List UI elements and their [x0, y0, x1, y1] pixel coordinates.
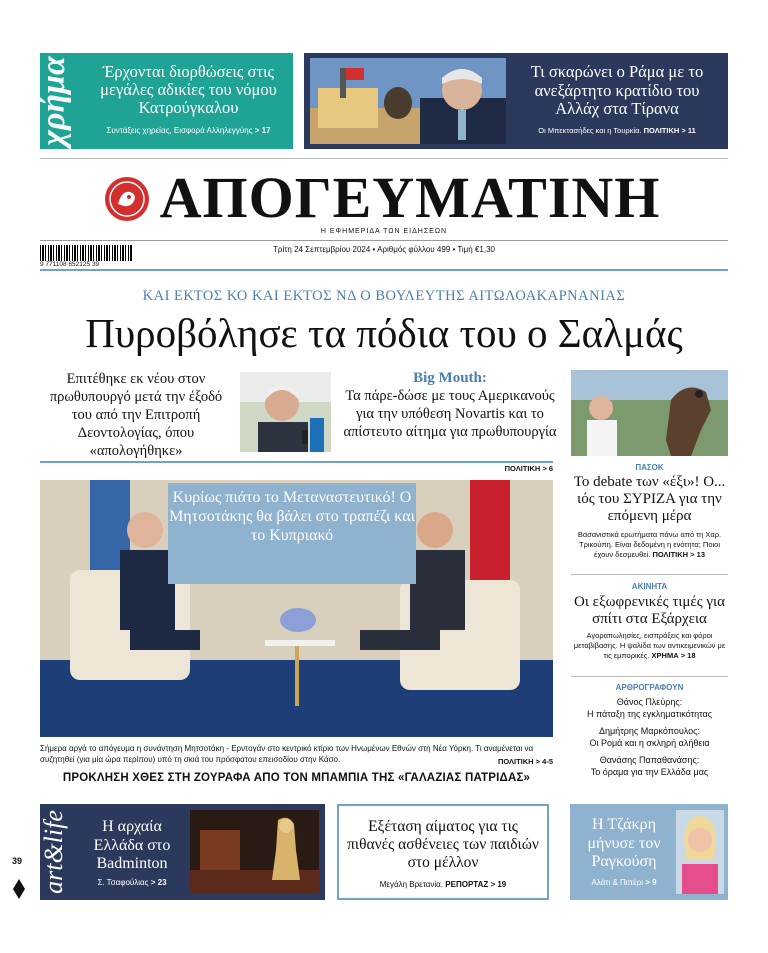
sidebar-label-real-estate: ΑΚΙΝΗΤΑ	[631, 582, 668, 591]
provocation-headline[interactable]: ΠΡΟΚΛΗΣΗ ΧΘΕΣ ΣΤΗ ΖΟΥΡΑΦΑ ΑΠΟ ΤΟΝ ΜΠΑΜΠΙΑ ΤΗΣ «ΓΑΛΑΖΙΑΣ ΠΑΤΡΙΔΑΣ»	[62, 772, 531, 784]
lead-headline[interactable]: Πυροβόλησε τα πόδια του ο Σαλμάς	[85, 310, 683, 356]
promo-art-sub: Σ. Τσαφούλιας > 23	[97, 878, 167, 887]
promo-rama-headline: Τι σκαρώνει ο Ράμα με το ανεξάρτητο κρατίδιο του Αλλάχ στα Τίρανα	[530, 62, 704, 118]
promo-tzakri-headline: Η Τζάκρη μήνυσε τον Ραγκούση	[587, 816, 661, 870]
lead-story-1[interactable]: Επιτέθηκε εκ νέου στον πρωθυπουργό μετά την έξοδό του από την Επιτροπή Δεοντολογίας, όπου «απολογήθηκε»	[49, 371, 223, 459]
column-entry[interactable]: Δημήτρης Μαρκόπουλος: Οι Ρομά και η σκληρή αλήθεια	[589, 726, 710, 748]
photo-pasok-debate	[571, 370, 728, 456]
logo-emblem-icon	[104, 176, 150, 222]
main-story-ref[interactable]: ΠΟΛΙΤΙΚΗ > 4-5	[497, 757, 553, 766]
page-number: 39	[12, 856, 23, 866]
sidebar-columns	[571, 697, 728, 784]
sidebar-sub-real-estate: Αγοραπωλησίες, εισπράξεις και φόροι μεταβίβασης. Η ψαλίδα των αντικειμενικών με τις εμπορικές. ΧΡΗΜΑ > 18	[573, 631, 726, 660]
barcode-number: 9 771108 652125 39	[40, 261, 100, 268]
promo-rama[interactable]	[304, 53, 728, 149]
promo-rama-subline: Οι Μπεκτασήδες και η Τουρκία. ΠΟΛΙΤΙΚΗ > 11	[538, 126, 696, 135]
promo-art-headline: Η αρχαία Ελλάδα στο Badminton	[93, 818, 171, 872]
promo-money-headline: Έρχονται διορθώσεις στις μεγάλες αδικίες του νόμου Κατρούγκαλου	[100, 62, 277, 117]
lead-kicker: ΚΑΙ ΕΚΤΟΣ ΚΟ ΚΑΙ ΕΚΤΟΣ ΝΔ Ο ΒΟΥΛΕΥΤΗΣ ΑΙΤΩΛΟΑΚΑΡΝΑΝΙΑΣ	[142, 288, 626, 304]
sidebar-label-pasok: ΠΑΣΟΚ	[635, 463, 664, 472]
promo-money[interactable]	[35, 53, 293, 149]
promo-art-life[interactable]	[40, 804, 325, 900]
photo-salmas	[240, 372, 331, 452]
photo-rama	[310, 58, 506, 144]
divider	[40, 461, 553, 463]
photo-ancient-greece	[190, 810, 319, 894]
promo-blood-sub: Μεγάλη Βρετανία. ΡΕΠΟΡΤΑΖ > 19	[379, 880, 507, 889]
divider	[40, 240, 728, 241]
promo-tzakri-sub: Αλάτι & Πιπέρι > 9	[591, 878, 657, 887]
main-story-box[interactable]: Κυρίως πιάτο το Μεταναστευτικό! Ο Μητσοτάκης θα βάλει στο τραπέζι και το Κυπριακό	[168, 483, 416, 584]
lead-story-2-kicker: Big Mouth:	[413, 370, 487, 386]
column-entry[interactable]: Θάνος Πλεύρης: Η πάταξη της εγκληματικότητας	[586, 697, 713, 719]
masthead-tagline: Η ΕΦΗΜΕΡΙΔΑ ΤΩΝ ΕΙΔΗΣΕΩΝ	[320, 228, 448, 235]
barcode	[40, 245, 132, 261]
diamond-icon	[13, 879, 25, 899]
photo-tzakri	[676, 810, 724, 894]
section-label-money: χρήμα	[35, 56, 73, 146]
masthead-title: ΑΠΟΓΕΥΜΑΤΙΝΗ	[159, 165, 661, 230]
sidebar-headline-pasok[interactable]: Το debate των «έξι»! Ο... ιός του ΣΥΡΙΖΑ για την επόμενη μέρα	[573, 474, 726, 524]
promo-blood-headline: Εξέταση αίματος για τις πιθανές ασθένειες των παιδιών στο μέλλον	[347, 818, 539, 871]
section-label-art-life: art&life	[39, 810, 68, 894]
sidebar-sub-pasok: Βασανιστικά ερωτήματα πάνω από τη Χαρ. Τρικούπη. Είναι δεδομένη η ενότητα; Ποιοι έχουν δεσμευθεί. ΠΟΛΙΤΙΚΗ > 13	[577, 530, 722, 559]
promo-tzakri[interactable]	[570, 804, 728, 900]
promo-money-subline: Συντάξεις χηρείας, Εισφορά Αλληλεγγύης > 17	[106, 126, 271, 135]
divider	[40, 269, 728, 271]
sidebar-label-columns: ΑΡΘΡΟΓΡΑΦΟΥΝ	[615, 683, 684, 692]
lead-story-2[interactable]: Τα πάρε-δώσε με τους Αμερικανούς για την υπόθεση Novartis και το απίστευτο αίτημα για πρωθυπουργία	[343, 388, 557, 440]
main-story-caption: Σήμερα αργά το απόγευμα η συνάντηση Μητσοτάκη - Ερντογάν στο κεντρικό κτίριο των Ηνωμένων Εθνών στη Νέα Υόρκη. Τι αναμένεται να συζητηθεί (για μία ώρα περίπου) υπό τη σκιά του πρόσφατου επεισοδίου στην Κάσο.	[40, 744, 534, 764]
divider	[571, 574, 728, 575]
issue-line: Τρίτη 24 Σεπτεμβρίου 2024 • Αριθμός φύλλου 499 • Τιμή €1,30	[273, 245, 495, 254]
promo-blood-test[interactable]	[337, 804, 549, 900]
lead-ref[interactable]: ΠΟΛΙΤΙΚΗ > 6	[504, 464, 553, 473]
sidebar-headline-real-estate[interactable]: Οι εξωφρενικές τιμές για σπίτι στα Εξάρχεια	[574, 594, 725, 627]
divider	[571, 676, 728, 677]
column-entry[interactable]: Θανάσης Παπαθανάσης: Το όραμα για την Ελλάδα μας	[590, 755, 709, 777]
divider	[40, 158, 728, 159]
